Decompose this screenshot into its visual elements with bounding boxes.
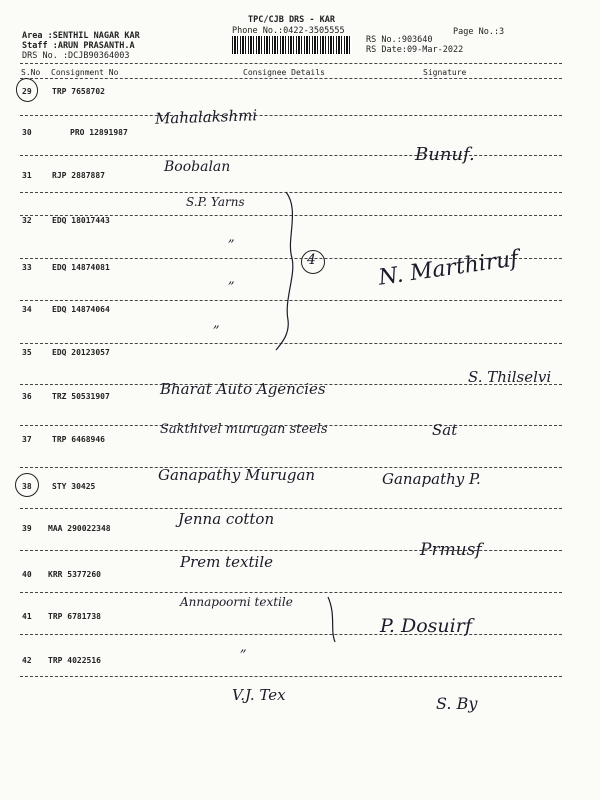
consignment-number: EDQ 18017443 [52,216,110,225]
consignment-number: TRP 4022516 [48,656,101,665]
signature: Ganapathy P. [382,470,481,488]
column-header-signature: Signature [423,68,467,77]
row-sno: 29 [22,87,32,96]
column-header-consignment: Consignment No [51,68,119,77]
signature: Sat [432,421,458,439]
consignment-number: KRR 5377260 [48,570,101,579]
row-sno: 41 [22,612,32,621]
rs-date: RS Date:09-Mar-2022 [366,45,464,55]
handwritten-consignee: Annapoorni textile [180,595,293,609]
row-sno: 36 [22,392,32,401]
area-label: Area :SENTHIL NAGAR KAR [22,31,140,41]
consignment-number: MAA 290022348 [48,524,111,533]
consignment-number: TRP 6468946 [52,435,105,444]
document-title: TPC/CJB DRS - KAR [248,15,335,25]
consignment-number: TRP 6781738 [48,612,101,621]
handwritten-ditto: „ [213,316,220,331]
signature: S. Thilselvi [468,368,552,386]
handwritten-circle-number: 4 [307,252,316,268]
signature: Bunuf. [415,144,475,165]
handwritten-consignee: Prem textile [180,553,273,571]
row-sno: 34 [22,305,32,314]
consignment-number: PRO 12891987 [70,128,128,137]
handwritten-consignee: Boobalan [164,159,231,175]
page-number: Page No.:3 [453,27,505,37]
row-sno: 32 [22,216,32,225]
row-sno: 40 [22,570,32,579]
signature: S. By [436,694,478,713]
consignment-number: TRZ 50531907 [52,392,110,401]
handwritten-consignee: Jenna cotton [178,510,275,528]
handwritten-consignee: Bharat Auto Agencies [160,380,326,398]
row-sno: 33 [22,263,32,272]
row-sno: 30 [22,128,32,137]
handwritten-consignee: V.J. Tex [232,686,286,704]
handwritten-ditto: „ [240,640,247,655]
signature: N. Marthiruf [376,246,520,291]
row-sno: 42 [22,656,32,665]
column-header-sno: S.No [21,68,41,77]
row-sno: 35 [22,348,32,357]
row-sno: 39 [22,524,32,533]
consignment-number: STY 30425 [52,482,96,491]
consignment-number: EDQ 20123057 [52,348,110,357]
staff-label: Staff :ARUN PRASANTH.A [22,41,135,51]
handwritten-consignee: Ganapathy Murugan [158,466,316,484]
handwritten-consignee: S.P. Yarns [186,195,245,209]
column-header-consignee: Consignee Details [243,68,325,77]
handwritten-ditto: „ [228,272,235,287]
phone-number: Phone No.:0422-3505555 [232,26,345,36]
consignment-number: EDQ 14874081 [52,263,110,272]
rs-number: RS No.:903640 [366,35,433,45]
signature: Prmusf [420,540,482,560]
handwritten-consignee: Sakthivel murugan steels [160,422,328,437]
row-sno: 37 [22,435,32,444]
consignment-number: TRP 7658702 [52,87,105,96]
signature: P. Dosuirf [380,615,472,637]
row-sno: 38 [22,482,32,491]
consignment-number: RJP 2887887 [52,171,105,180]
handwritten-ditto: „ [228,230,235,245]
drs-number: DRS No. :DCJB90364003 [22,51,130,61]
handwritten-consignee: Mahalakshmi [154,106,258,128]
consignment-number: EDQ 14874064 [52,305,110,314]
row-sno: 31 [22,171,32,180]
